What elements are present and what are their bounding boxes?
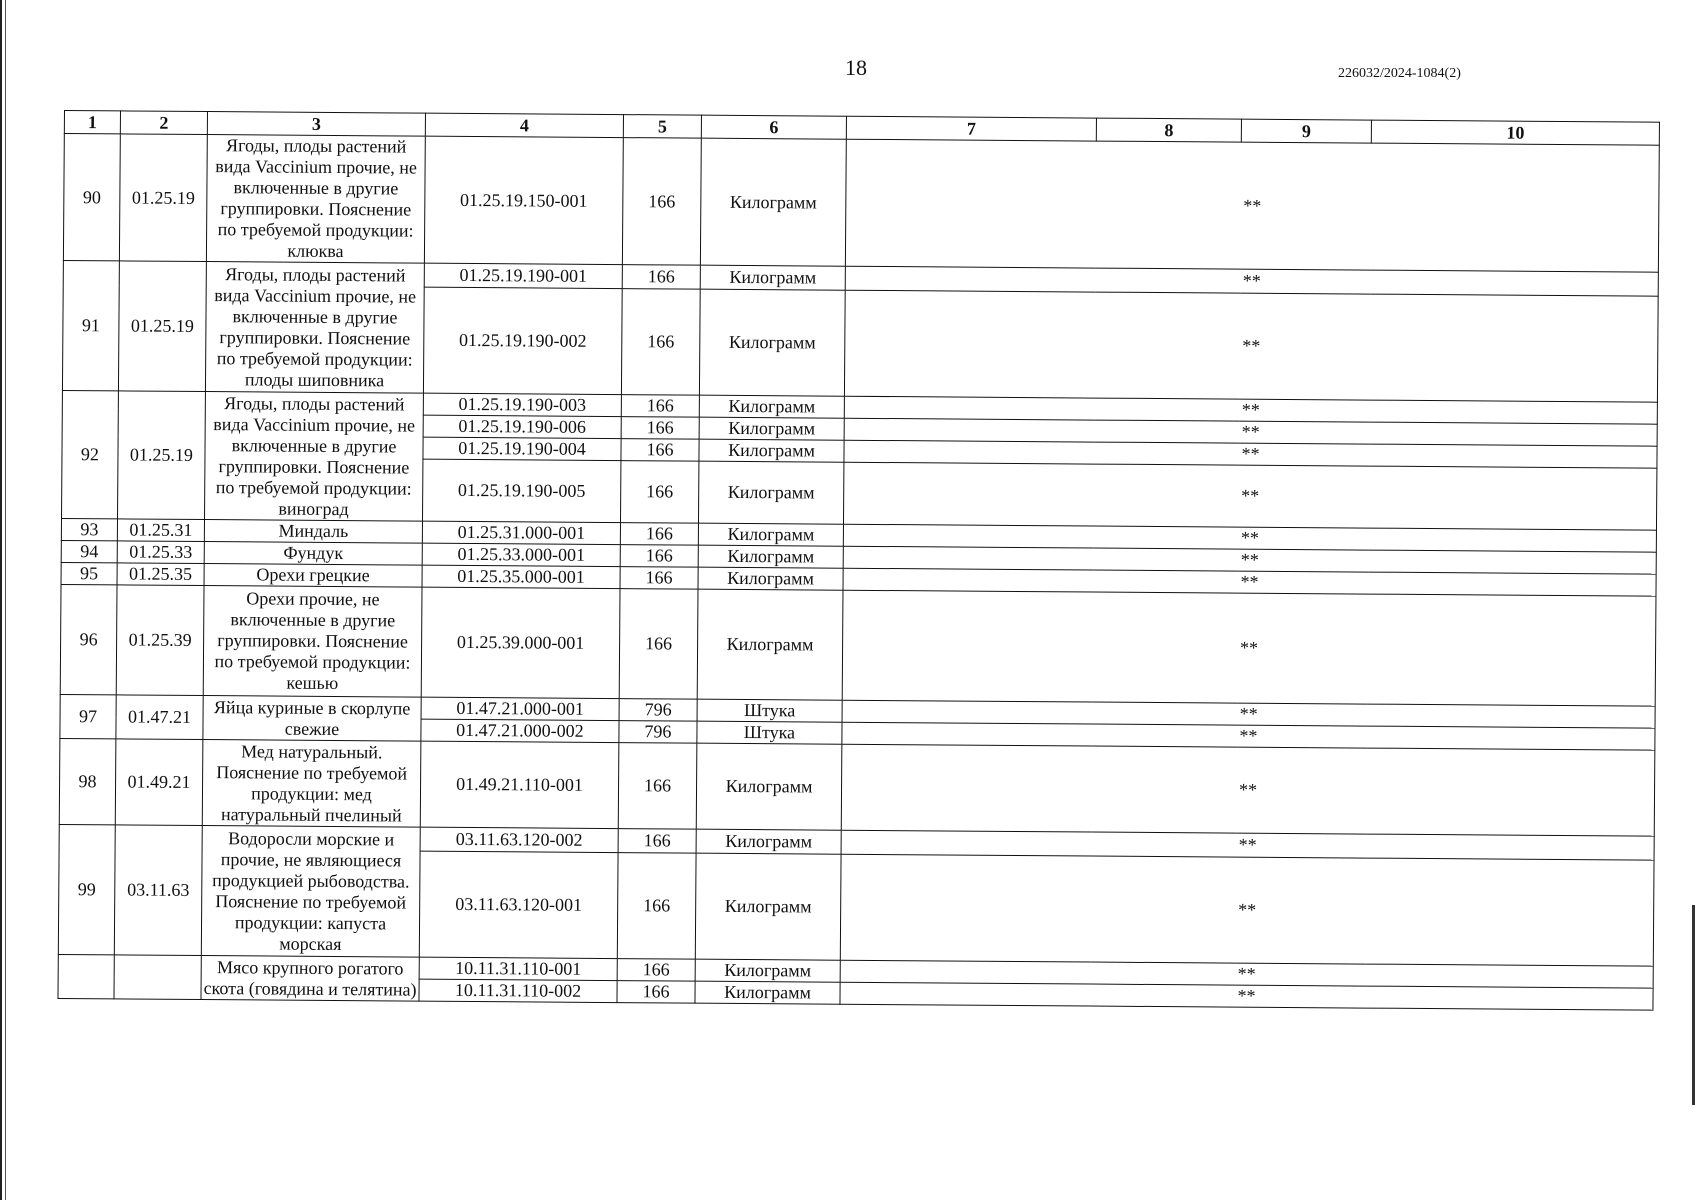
price-cell: ** — [845, 266, 1658, 296]
unit-name: Штука — [697, 721, 842, 744]
okei-code: 166 — [620, 567, 698, 590]
unit-name: Килограмм — [699, 395, 844, 418]
okpd-code: 01.47.21 — [116, 695, 203, 740]
ktru-code: 01.25.19.150-001 — [424, 136, 623, 264]
unit-name: Килограмм — [696, 829, 841, 854]
column-header-8: 8 — [1096, 118, 1241, 142]
okei-code: 166 — [620, 545, 698, 568]
ktru-code: 01.25.19.190-005 — [422, 459, 620, 522]
okei-code: 166 — [617, 981, 695, 1004]
okei-code: 166 — [617, 959, 695, 982]
ktru-code: 01.47.21.000-002 — [421, 719, 619, 742]
row-number: 94 — [61, 540, 117, 562]
price-cell: ** — [844, 440, 1657, 468]
ktru-code: 03.11.63.120-001 — [419, 851, 618, 958]
ktru-code: 01.25.19.190-006 — [423, 415, 621, 438]
product-description: Водоросли морские и прочие, не являющиеся продукцией рыбоводства. Пояснение по требуемой продукции: капуста морская — [201, 826, 420, 958]
unit-name: Килограмм — [699, 439, 844, 462]
row-number: 99 — [58, 824, 115, 954]
okpd-code: 01.25.33 — [117, 541, 204, 564]
okei-code: 166 — [620, 461, 698, 524]
okei-code: 166 — [622, 138, 701, 266]
okpd-code: 03.11.63 — [114, 825, 202, 956]
ktru-code: 01.25.33.000-001 — [422, 543, 620, 566]
okei-code: 166 — [619, 589, 698, 700]
document-reference: 226032/2024-1084(2) — [1338, 66, 1461, 81]
ktru-code: 01.25.19.190-004 — [423, 437, 621, 460]
unit-name: Килограмм — [695, 981, 840, 1004]
ktru-code: 01.25.19.190-003 — [423, 393, 621, 416]
unit-name: Килограмм — [698, 461, 843, 524]
table-row — [59, 738, 1655, 836]
okpd-code: 01.25.31 — [117, 519, 204, 542]
product-description: Орехи грецкие — [204, 564, 422, 588]
price-cell: ** — [842, 722, 1655, 750]
scan-left-edge — [0, 0, 10, 1200]
okei-code: 166 — [618, 743, 697, 830]
okei-code: 166 — [618, 829, 696, 854]
unit-name: Штука — [697, 699, 842, 722]
table-body — [58, 134, 1659, 1011]
row-number: 98 — [59, 738, 116, 824]
okei-code: 166 — [621, 439, 699, 462]
okpd-code: 01.25.19 — [118, 261, 206, 392]
price-cell: ** — [840, 854, 1654, 966]
column-header-4: 4 — [425, 113, 623, 137]
row-number: 95 — [61, 562, 117, 584]
page-number: 18 — [845, 55, 867, 80]
price-cell: ** — [844, 290, 1658, 402]
products-table — [57, 110, 1659, 1011]
table-row — [60, 584, 1656, 706]
okpd-code: 01.25.35 — [117, 563, 204, 586]
price-cell: ** — [843, 524, 1656, 552]
unit-name: Килограмм — [695, 853, 841, 960]
row-number: 92 — [62, 390, 119, 518]
price-cell: ** — [843, 546, 1656, 574]
column-header-7: 7 — [846, 116, 1096, 141]
table-row — [63, 134, 1659, 273]
unit-name: Килограмм — [700, 265, 845, 290]
row-number: 93 — [61, 518, 117, 540]
product-description: Ягоды, плоды растений вида Vaccinium прочие, не включенные в другие группировки. Пояснение по требуемой продукции: виноград — [205, 392, 424, 522]
column-header-1: 1 — [64, 111, 120, 134]
ktru-code: 01.49.21.110-001 — [420, 741, 619, 828]
unit-name: Килограмм — [698, 545, 843, 568]
column-header-2: 2 — [120, 111, 207, 135]
product-description: Мед натуральный. Пояснение по требуемой продукции: мед натуральный пчелиный — [202, 740, 421, 828]
unit-name: Килограмм — [696, 743, 842, 830]
okei-code: 166 — [620, 523, 698, 546]
okpd-code: 01.25.19 — [118, 391, 206, 520]
okei-code: 166 — [617, 853, 696, 960]
okpd-code: 01.25.19 — [119, 134, 207, 262]
ktru-code: 10.11.31.110-001 — [419, 957, 617, 980]
ktru-code: 01.25.19.190-002 — [423, 287, 622, 394]
ktru-code: 03.11.63.120-002 — [420, 827, 618, 852]
okpd-code: 01.49.21 — [115, 739, 203, 826]
product-description: Мясо крупного рогатого скота (говядина и телятина) — [201, 956, 419, 1002]
price-cell: ** — [845, 139, 1659, 272]
product-description: Яйца куриные в скорлупе свежие — [203, 696, 421, 742]
price-cell: ** — [842, 590, 1656, 706]
price-cell: ** — [840, 982, 1653, 1010]
okpd-code: 01.25.39 — [116, 585, 204, 696]
product-description: Фундук — [204, 542, 422, 566]
okpd-code — [114, 955, 201, 1000]
column-header-6: 6 — [701, 115, 846, 139]
unit-name: Килограмм — [698, 523, 843, 546]
ktru-code: 01.25.35.000-001 — [422, 565, 620, 588]
unit-name: Килограмм — [700, 138, 846, 266]
okei-code: 796 — [619, 721, 697, 744]
row-number: 96 — [60, 584, 117, 694]
okei-code: 796 — [619, 699, 697, 722]
price-cell: ** — [843, 462, 1656, 530]
row-number: 90 — [63, 134, 120, 261]
product-description: Ягоды, плоды растений вида Vaccinium прочие, не включенные в другие группировки. Пояснение по требуемой продукции: плоды шиповника — [205, 262, 424, 394]
unit-name: Килограмм — [699, 417, 844, 440]
ktru-code: 01.25.19.190-001 — [424, 263, 622, 288]
price-cell: ** — [843, 568, 1656, 596]
price-cell: ** — [844, 418, 1657, 446]
ktru-code: 01.47.21.000-001 — [421, 697, 619, 720]
row-number: 91 — [62, 260, 119, 390]
price-cell: ** — [840, 960, 1653, 988]
okei-code: 166 — [621, 417, 699, 440]
price-cell: ** — [844, 396, 1657, 424]
unit-name: Килограмм — [698, 567, 843, 590]
column-header-10: 10 — [1371, 120, 1659, 145]
row-number — [58, 954, 114, 998]
price-cell: ** — [842, 700, 1655, 728]
unit-name: Килограмм — [697, 589, 843, 700]
unit-name: Килограмм — [695, 959, 840, 982]
ktru-code: 10.11.31.110-002 — [419, 979, 617, 1002]
ktru-code: 01.25.39.000-001 — [421, 587, 620, 698]
row-number: 97 — [60, 694, 116, 738]
product-description: Миндаль — [204, 520, 422, 544]
unit-name: Килограмм — [699, 289, 845, 396]
product-description: Ягоды, плоды растений вида Vaccinium прочие, не включенные в другие группировки. Пояснение по требуемой продукции: клюква — [206, 135, 425, 264]
column-header-9: 9 — [1241, 119, 1371, 143]
okei-code: 166 — [622, 265, 700, 290]
column-header-3: 3 — [207, 112, 425, 137]
okei-code: 166 — [621, 395, 699, 418]
price-cell: ** — [841, 830, 1654, 860]
column-header-5: 5 — [623, 115, 701, 139]
ktru-code: 01.25.31.000-001 — [422, 521, 620, 544]
price-cell: ** — [841, 744, 1655, 836]
okei-code: 166 — [621, 289, 700, 396]
product-description: Орехи прочие, не включенные в другие группировки. Пояснение по требуемой продукции: кешью — [203, 586, 422, 698]
